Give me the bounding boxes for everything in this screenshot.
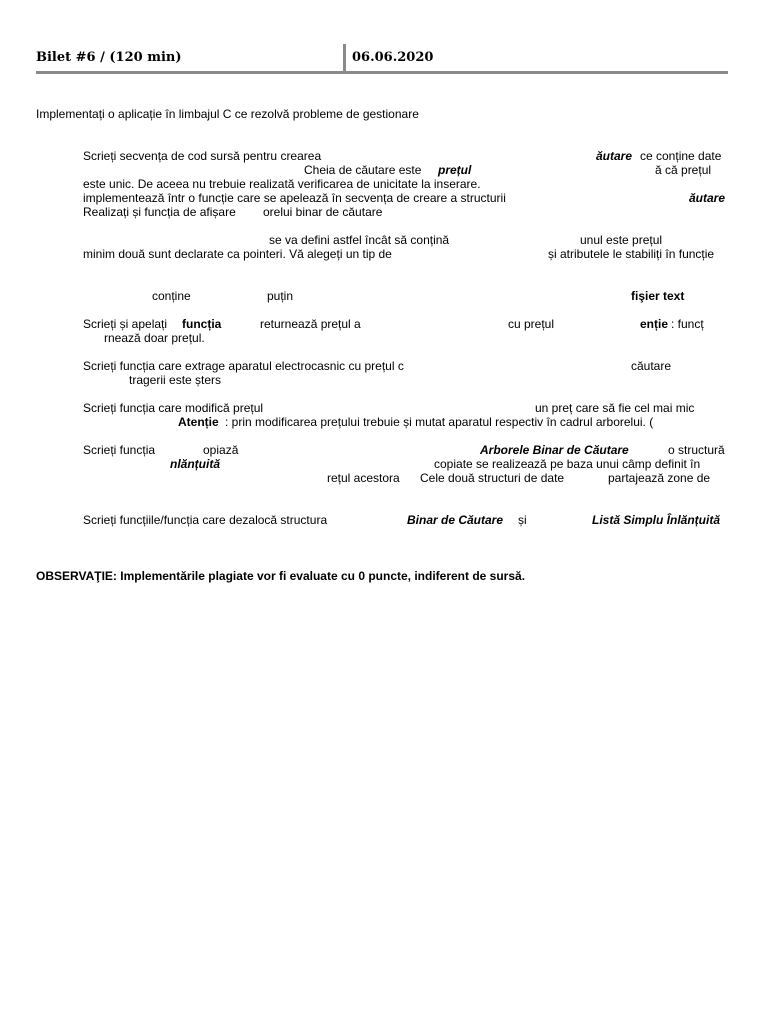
- text-fragment: partajează zone de: [608, 471, 711, 485]
- header-divider: [343, 44, 346, 74]
- header-underline: [36, 71, 728, 74]
- text-fragment: Scrieți funcțiile/funcția care dezalocă structura: [83, 513, 328, 527]
- ticket-title: Bilet #6 / (120 min): [36, 50, 182, 65]
- ticket-date: 06.06.2020: [352, 50, 434, 65]
- text-fragment: minim două sunt declarate ca pointeri. Vă alegeți un tip de: [83, 247, 392, 261]
- text-fragment: funcția: [182, 317, 222, 331]
- text-fragment: se va defini astfel încât să conțină: [269, 233, 450, 247]
- text-fragment: Scrieți funcția care extrage aparatul electrocasnic cu prețul c: [83, 359, 404, 373]
- text-fragment: Arborele Binar de Căutare: [480, 443, 629, 457]
- text-fragment: și: [518, 513, 527, 527]
- text-fragment: o structură: [668, 443, 725, 457]
- text-fragment: Binar de Căutare: [407, 513, 504, 527]
- text-fragment: puțin: [267, 289, 294, 303]
- text-fragment: căutare: [631, 359, 672, 373]
- text-fragment: Scrieți funcția care modifică prețul: [83, 401, 264, 415]
- text-fragment: ăutare: [689, 191, 726, 205]
- text-fragment: Atenție: [178, 415, 219, 429]
- text-fragment: returnează prețul a: [260, 317, 361, 331]
- text-fragment: Cheia de căutare este: [304, 163, 422, 177]
- text-fragment: : prin modificarea prețului trebuie și mutat aparatul respectiv în cadrul arborelui. (: [225, 415, 654, 429]
- text-fragment: Cele două structuri de date: [420, 471, 565, 485]
- text-fragment: ce conține date: [640, 149, 722, 163]
- text-fragment: conține: [152, 289, 191, 303]
- text-fragment: implementează într o funcție care se apelează în secvența de creare a structurii: [83, 191, 506, 205]
- text-fragment: orelui binar de căutare: [263, 205, 383, 219]
- text-fragment: prețul: [438, 163, 472, 177]
- text-fragment: cu prețul: [508, 317, 555, 331]
- observation-note: OBSERVAŢIE: Implementările plagiate vor fi evaluate cu 0 puncte, indiferent de sursă.: [36, 569, 526, 583]
- text-fragment: și atributele le stabiliți în funcție: [548, 247, 715, 261]
- text-fragment: ăutare: [596, 149, 633, 163]
- text-fragment: un preț care să fie cel mai mic: [535, 401, 695, 415]
- intro-text: Implementați o aplicație în limbajul C ce rezolvă probleme de gestionare: [36, 107, 419, 121]
- text-fragment: copiate se realizează pe baza unui câmp definit în: [434, 457, 701, 471]
- text-fragment: unul este prețul: [580, 233, 663, 247]
- text-fragment: fişier text: [631, 289, 685, 303]
- text-fragment: ă că prețul: [655, 163, 712, 177]
- text-fragment: : funcț: [671, 317, 704, 331]
- text-fragment: Scrieți funcția: [83, 443, 156, 457]
- text-fragment: opiază: [203, 443, 239, 457]
- text-fragment: este unic. De aceea nu trebuie realizată verificarea de unicitate la inserare.: [83, 177, 481, 191]
- text-fragment: rețul acestora: [327, 471, 400, 485]
- text-fragment: Scrieți și apelați: [83, 317, 168, 331]
- text-fragment: Realizați și funcția de afișare: [83, 205, 236, 219]
- ticket-header: [36, 44, 728, 74]
- text-fragment: Scrieți secvența de cod sursă pentru crearea: [83, 149, 322, 163]
- text-fragment: rnează doar prețul.: [104, 331, 205, 345]
- text-fragment: enție: [640, 317, 669, 331]
- text-fragment: nlănțuită: [170, 457, 220, 471]
- text-fragment: Listă Simplu Înlănțuită: [592, 513, 721, 527]
- text-fragment: tragerii este șters: [129, 373, 222, 387]
